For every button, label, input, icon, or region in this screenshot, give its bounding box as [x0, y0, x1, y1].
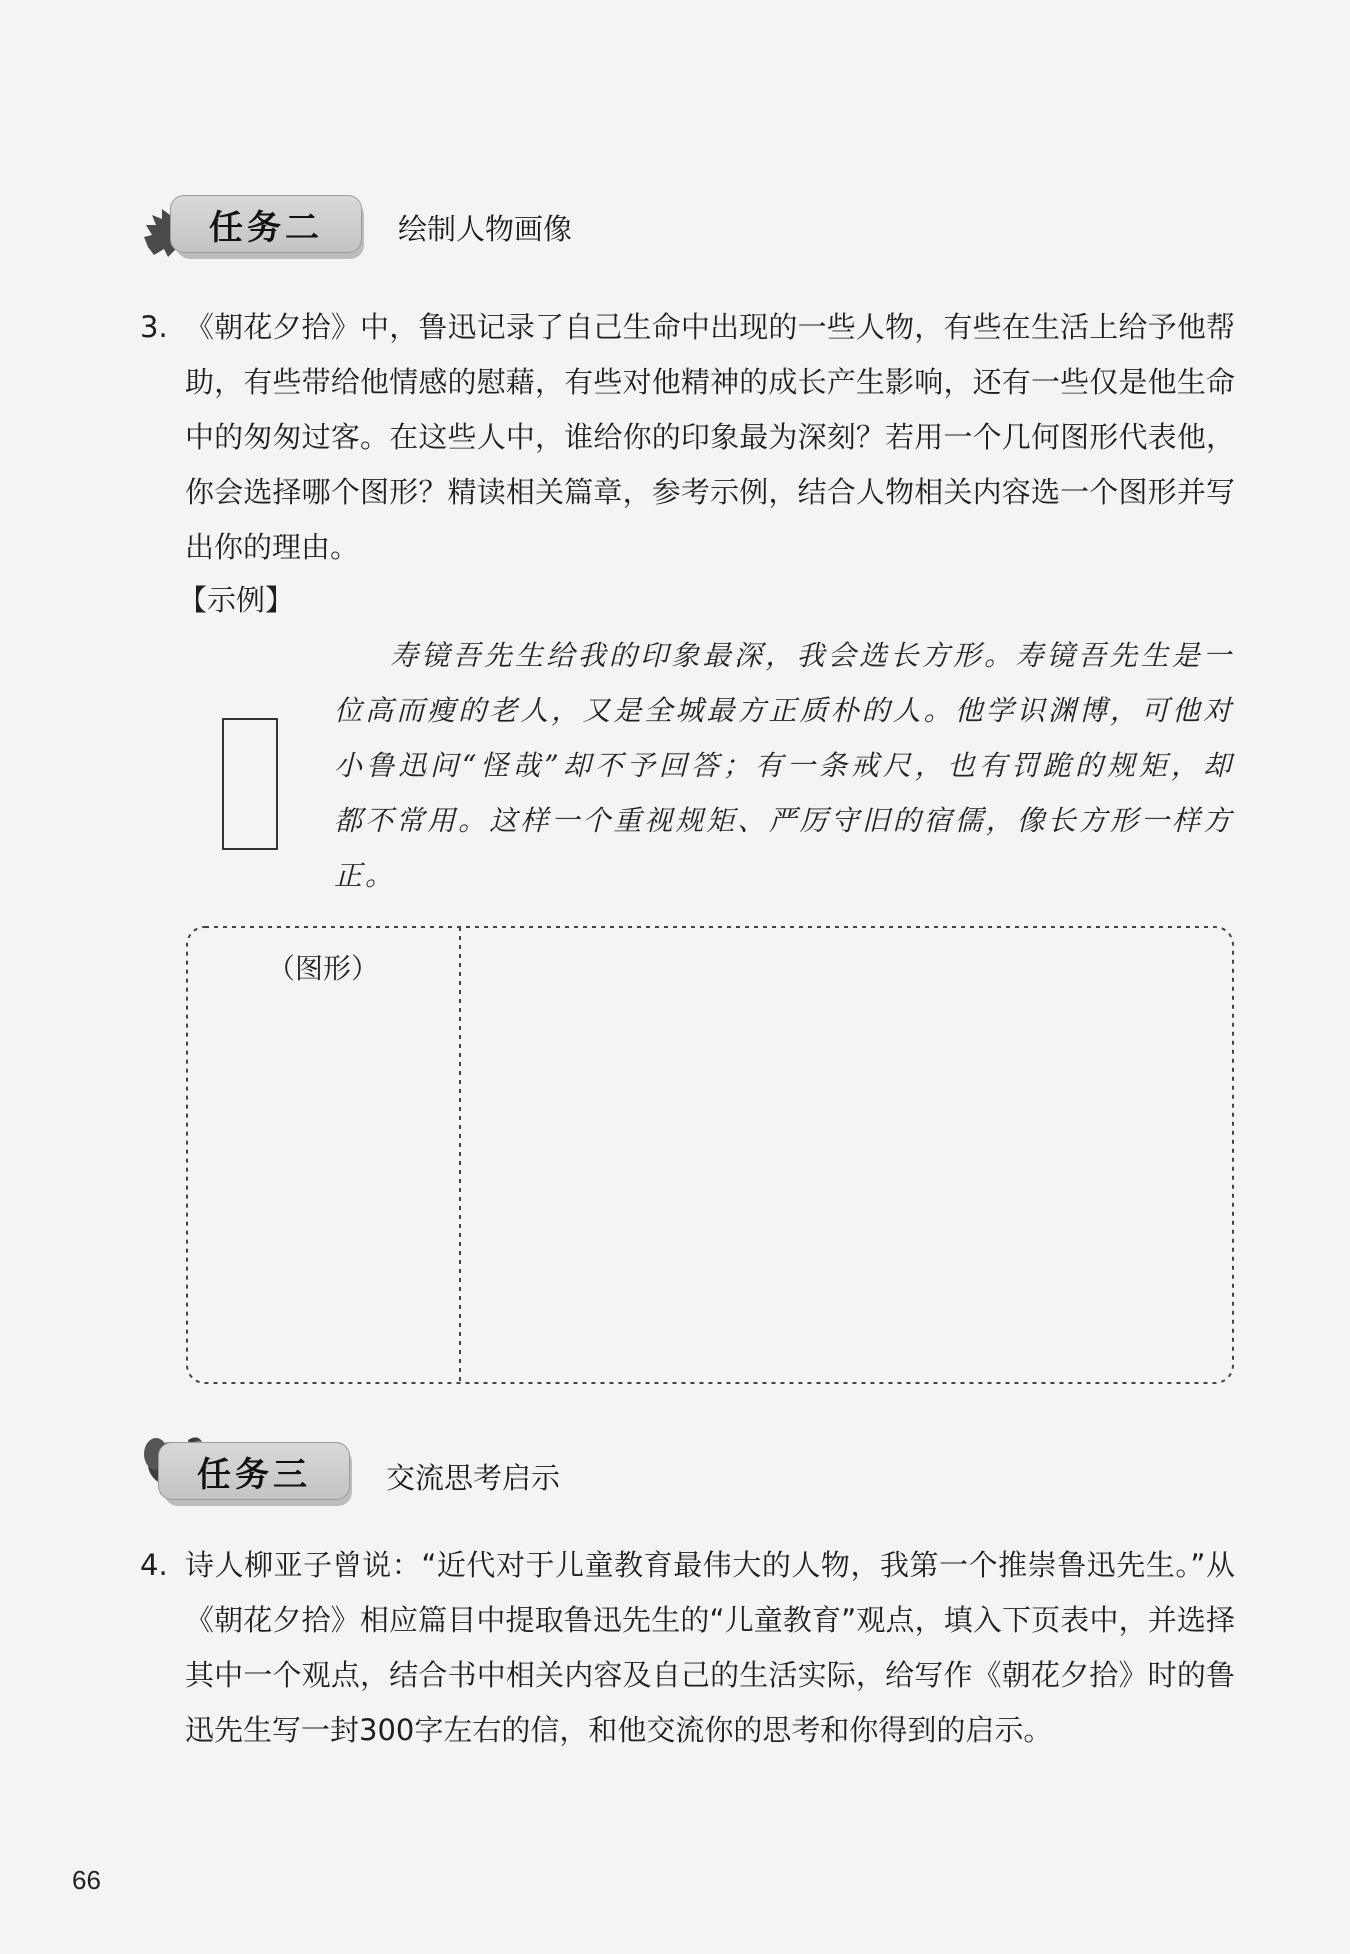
rectangle-shape-icon [222, 718, 278, 850]
page-number: 66 [72, 1865, 101, 1895]
task3-title: 交流思考启示 [386, 1461, 561, 1495]
question-4 [140, 1538, 1235, 1758]
question-3-text: 《朝花夕拾》中，鲁迅记录了自己生命中出现的一些人物，有些在生活上给予他帮助，有些带给他情感的慰藉，有些对他精神的成长产生影响，还有一些仅是他生命中的匆匆过客。在这些人中，谁给你的印象最为深刻？若用一个几何图形代表他，你会选择哪个图形？精读相关篇章，参考示例，结合人物相关内容选一个图形并写出你的理由。 [185, 310, 1235, 564]
task2-title: 绘制人物画像 [398, 212, 573, 246]
answer-box [185, 925, 1235, 1385]
task2-header [140, 195, 620, 265]
task2-badge: 任务二 [170, 195, 362, 253]
question-4-text: 诗人柳亚子曾说：“近代对于儿童教育最伟大的人物，我第一个推崇鲁迅先生。”从《朝花夕拾》相应篇目中提取鲁迅先生的“儿童教育”观点，填入下页表中，并选择其中一个观点，结合书中相关内容及自己的生活实际，给写作《朝花夕拾》时的鲁迅先生写一封300字左右的信，和他交流你的思考和你得到的启示。 [185, 1548, 1235, 1747]
shape-drawing-area[interactable] [195, 1005, 450, 1375]
example-label: 【示例】 [178, 583, 295, 617]
task3-badge: 任务三 [158, 1442, 350, 1500]
example-text: 寿镜吾先生给我的印象最深，我会选长方形。寿镜吾先生是一位高而瘦的老人，又是全城最方正质朴的人。他学识渊博，可他对小鲁迅问“怪哉”却不予回答；有一条戒尺，也有罚跪的规矩，却都不常用。这样一个重视规矩、严厉守旧的宿儒，像长方形一样方正。 [334, 639, 1234, 892]
shape-cell-label: （图形） [267, 952, 380, 985]
question-4-number: 4. [140, 1548, 168, 1582]
reason-writing-area[interactable] [470, 935, 1225, 1375]
question-3-number: 3. [140, 310, 168, 344]
question-3 [140, 300, 1235, 575]
task3-header [140, 1428, 620, 1498]
